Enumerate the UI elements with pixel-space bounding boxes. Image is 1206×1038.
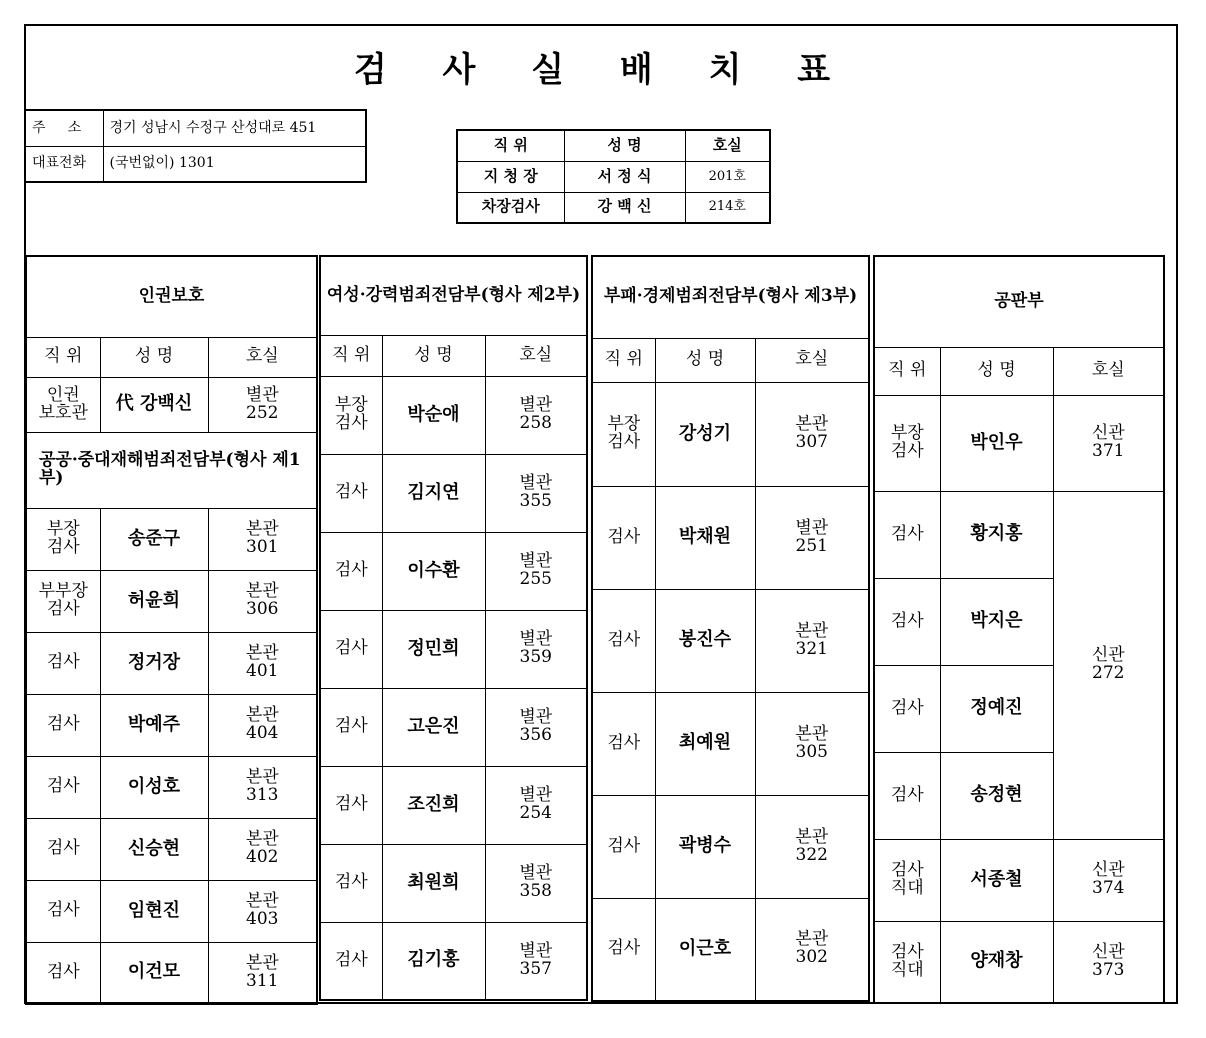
name-cell: 代 강백신 <box>100 377 208 432</box>
room-cell: 별관 252 <box>208 377 317 432</box>
address-value: 경기 성남시 수정구 산성대로 451 <box>103 110 366 146</box>
position-cell: 부장 검사 <box>320 376 382 454</box>
name-cell: 정거장 <box>100 632 208 694</box>
position-cell: 검사 <box>592 486 655 589</box>
col-header-position: 직 위 <box>592 338 655 382</box>
header-position: 직 위 <box>457 130 564 161</box>
address-table <box>24 109 367 183</box>
col-header-name: 성 명 <box>940 347 1053 395</box>
col-header-name: 성 명 <box>382 335 485 376</box>
name-cell: 송준구 <box>100 508 208 570</box>
page-title: 검 사 실 배 치 표 <box>353 50 853 90</box>
name-cell: 허윤희 <box>100 570 208 632</box>
name-cell: 최예원 <box>655 692 755 795</box>
position-cell: 부장 검사 <box>592 382 655 486</box>
name-cell: 정예진 <box>940 665 1053 752</box>
room-cell: 본관 301 <box>208 508 317 570</box>
room-cell: 별관 359 <box>485 610 587 688</box>
col-header-room: 호실 <box>485 335 587 376</box>
room-cell: 본관 302 <box>755 898 869 1001</box>
col-header-position: 직 위 <box>26 337 100 377</box>
name-cell: 이건모 <box>100 942 208 1004</box>
position-cell: 검사 <box>320 454 382 532</box>
name-cell: 황지홍 <box>940 491 1053 578</box>
name-cell: 고은진 <box>382 688 485 766</box>
room-cell: 본관 306 <box>208 570 317 632</box>
section-title: 부패·경제범죄전담부(형사 제3부) <box>592 256 869 338</box>
room-cell: 별관 356 <box>485 688 587 766</box>
position-cell: 부장 검사 <box>874 395 940 491</box>
position-cell: 검사 <box>320 610 382 688</box>
name-cell: 김기홍 <box>382 922 485 1000</box>
name-cell: 강성기 <box>655 382 755 486</box>
position-cell: 검사 <box>874 752 940 839</box>
leader-name: 강 백 신 <box>564 192 685 223</box>
room-cell: 별관 258 <box>485 376 587 454</box>
position-cell: 검사 직대 <box>874 839 940 921</box>
position-cell: 검사 <box>320 844 382 922</box>
room-cell: 본관 321 <box>755 589 869 692</box>
leader-position: 차장검사 <box>457 192 564 223</box>
room-cell: 본관 311 <box>208 942 317 1004</box>
name-cell: 정민희 <box>382 610 485 688</box>
name-cell: 송정현 <box>940 752 1053 839</box>
name-cell: 이성호 <box>100 756 208 818</box>
position-cell: 검사 <box>26 818 100 880</box>
name-cell: 임현진 <box>100 880 208 942</box>
room-cell: 별관 254 <box>485 766 587 844</box>
header-name: 성 명 <box>564 130 685 161</box>
section-div4 <box>873 255 1165 1004</box>
leadership-table <box>456 129 771 224</box>
section-title: 여성·강력범죄전담부(형사 제2부) <box>320 256 587 335</box>
name-cell: 최원희 <box>382 844 485 922</box>
room-cell: 본관 402 <box>208 818 317 880</box>
position-cell: 검사 <box>320 922 382 1000</box>
room-cell: 본관 307 <box>755 382 869 486</box>
position-cell: 검사 <box>26 694 100 756</box>
name-cell: 곽병수 <box>655 795 755 898</box>
position-cell: 검사 직대 <box>874 921 940 1003</box>
room-cell: 별관 357 <box>485 922 587 1000</box>
name-cell: 신승현 <box>100 818 208 880</box>
name-cell: 박지은 <box>940 578 1053 665</box>
room-cell: 별관 251 <box>755 486 869 589</box>
section-human-rights-div1 <box>25 255 318 1005</box>
section-title: 공판부 <box>874 256 1164 347</box>
leader-room: 214호 <box>685 192 770 223</box>
position-cell: 검사 <box>592 589 655 692</box>
position-cell: 검사 <box>874 665 940 752</box>
position-cell: 검사 <box>320 766 382 844</box>
position-cell: 검사 <box>26 942 100 1004</box>
position-cell: 부장 검사 <box>26 508 100 570</box>
position-cell: 검사 <box>26 880 100 942</box>
name-cell: 박순애 <box>382 376 485 454</box>
name-cell: 박예주 <box>100 694 208 756</box>
col-header-position: 직 위 <box>320 335 382 376</box>
room-cell: 별관 358 <box>485 844 587 922</box>
phone-label: 대표전화 <box>25 146 103 182</box>
position-cell: 검사 <box>320 532 382 610</box>
col-header-name: 성 명 <box>100 337 208 377</box>
name-cell: 박채원 <box>655 486 755 589</box>
room-cell: 별관 255 <box>485 532 587 610</box>
col-header-room: 호실 <box>208 337 317 377</box>
header-room: 호실 <box>685 130 770 161</box>
position-cell: 검사 <box>26 632 100 694</box>
position-cell: 검사 <box>592 692 655 795</box>
leader-name: 서 정 식 <box>564 161 685 192</box>
leader-room: 201호 <box>685 161 770 192</box>
position-cell: 검사 <box>592 898 655 1001</box>
address-label: 주 소 <box>25 110 103 146</box>
position-cell: 인권 보호관 <box>26 377 100 432</box>
section-div3 <box>591 255 870 1002</box>
name-cell: 양재창 <box>940 921 1053 1003</box>
position-cell: 검사 <box>874 491 940 578</box>
room-cell: 본관 322 <box>755 795 869 898</box>
name-cell: 조진희 <box>382 766 485 844</box>
room-cell: 본관 313 <box>208 756 317 818</box>
phone-value: (국번없이) 1301 <box>103 146 366 182</box>
position-cell: 부부장 검사 <box>26 570 100 632</box>
name-cell: 이수환 <box>382 532 485 610</box>
col-header-name: 성 명 <box>655 338 755 382</box>
room-cell: 본관 403 <box>208 880 317 942</box>
room-cell: 신관 371 <box>1053 395 1164 491</box>
name-cell: 봉진수 <box>655 589 755 692</box>
room-cell: 신관 374 <box>1053 839 1164 921</box>
shared-room-cell: 신관 272 <box>1053 491 1164 839</box>
position-cell: 검사 <box>592 795 655 898</box>
room-cell: 본관 305 <box>755 692 869 795</box>
col-header-room: 호실 <box>1053 347 1164 395</box>
room-cell: 본관 401 <box>208 632 317 694</box>
room-cell: 신관 373 <box>1053 921 1164 1003</box>
section-div2 <box>319 255 588 1001</box>
name-cell: 이근호 <box>655 898 755 1001</box>
room-cell: 별관 355 <box>485 454 587 532</box>
section-title: 인권보호 <box>26 256 317 337</box>
col-header-position: 직 위 <box>874 347 940 395</box>
position-cell: 검사 <box>26 756 100 818</box>
leader-position: 지 청 장 <box>457 161 564 192</box>
room-cell: 본관 404 <box>208 694 317 756</box>
section-title: 공공·중대재해범죄전담부(형사 제1부) <box>26 432 317 508</box>
name-cell: 서종철 <box>940 839 1053 921</box>
position-cell: 검사 <box>320 688 382 766</box>
name-cell: 김지연 <box>382 454 485 532</box>
col-header-room: 호실 <box>755 338 869 382</box>
name-cell: 박인우 <box>940 395 1053 491</box>
position-cell: 검사 <box>874 578 940 665</box>
